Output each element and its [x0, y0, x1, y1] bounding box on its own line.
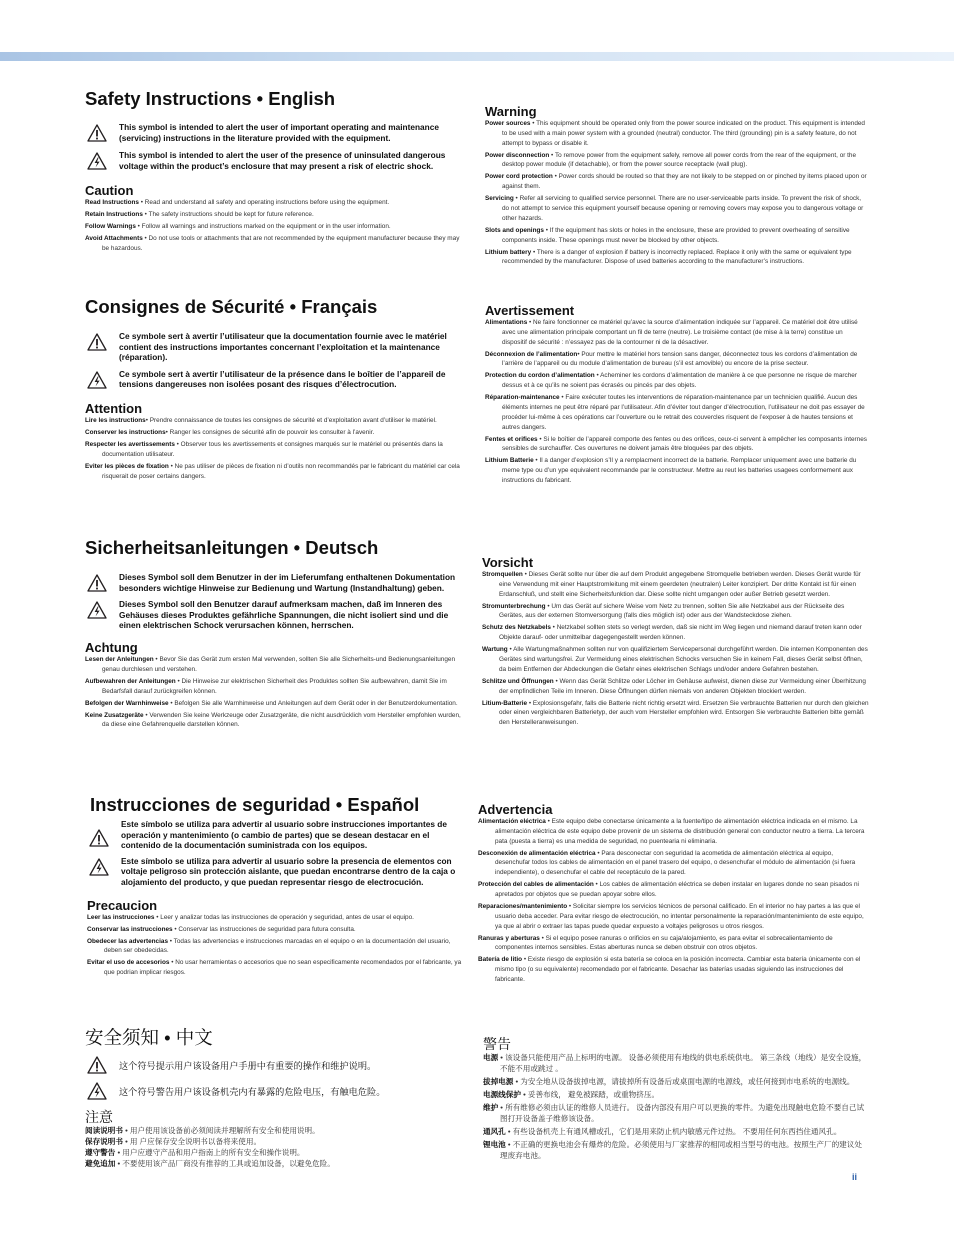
section-chinese	[85, 1027, 465, 1169]
list-item: Befolgen der Warnhinweise • Befolgen Sie alle Warnhinweise und Anleitungen auf dem Gerät oder in der Benutzerdokumentation.	[85, 699, 458, 707]
lightning-triangle-icon	[89, 858, 109, 876]
symbol-note-operating: 这个符号提示用户该设备用户手册中有重要的操作和维护说明。	[85, 1056, 465, 1076]
list-item: Eviter les pièces de fixation • Ne pas utiliser de pièces de fixation ni d’outils non recommandés par le fabricant du matériel car cela risquerait de poser certains dangers.	[85, 462, 460, 480]
warning-triangle-icon	[89, 829, 109, 847]
list-item: Reparaciones/mantenimiento • Solicitar siempre los servicios técnicos de personal calificado. En el interior no hay partes a las que el usuario deba acceder. Para evitar riesgo de electrocución, no intentar personalmente la reparación/mantenimiento de este equipo, ya que al abrir o extraer las tapas puede quedar expuesto a voltajes peligrosos u otros riesgos.	[478, 902, 864, 930]
section-avertissement	[485, 303, 869, 488]
list-item: 避免追加 • 不要使用该产品厂商没有推荐的工具或追加设备，以避免危险。	[85, 1159, 335, 1168]
advertencia-list	[478, 817, 869, 985]
list-item: Stromquellen • Dieses Gerät sollte nur über die auf dem Produkt angegebene Stromquelle betrieben werden. Dieses Gerät wurde für eine Verwendung mit einer Hauptstromleitung mit einem geerdeten (neutralen) Leiter konzipiert. Der dritte Kontakt ist für einen Erdanschluß, und stellt eine Sicherheitsfunktion dar. Diese sollte nicht umgangen oder außer Betrieb gesetzt werden.	[482, 571, 861, 598]
list-item: 电源 • 该设备只能使用产品上标明的电源。 设备必须使用有地线的供电系统供电。 第三条线（地线）是安全设施，不能不用或跳过 。	[483, 1053, 867, 1073]
list-item: Ranuras y aberturas • Si el equipo posee ranuras o orificios en su caja/alojamiento, es para evitar el sobrecalientamiento de componentes internos sensibles. Estas aberturas nunca se deben obstruir con otros objetos.	[478, 934, 833, 952]
symbol-note-voltage: This symbol is intended to alert the user of the presence of uninsulated dangerous voltage within the product’s enclosure that may present a risk of electric shock.	[85, 150, 465, 171]
list-item: Schlitze und Öffnungen • Wenn das Gerät Schlitze oder Löcher im Gehäuse aufweist, dienen diese zur Vermeidung einer Überhitzung der empfindlichen Teile im Inneren. Diese Öffnungen dürfen niemals von anderen Objekten blockiert werden.	[482, 677, 866, 695]
heading-warning: Warning	[485, 104, 537, 119]
lightning-triangle-icon	[87, 601, 107, 619]
list-item: Leer las instrucciones • Leer y analizar todas las instrucciones de operación y seguridad, antes de usar el equipo.	[87, 913, 414, 921]
zhuyi-list	[85, 1125, 465, 1169]
list-item: Déconnexion de l’alimentation• Pour mettre le matériel hors tension sans danger, déconnectez tous les cordons d’alimentation de l’arrière de l’appareil ou du module d’alimentation de bureau (s’il est amovible) ou encore de la prise secteur.	[485, 350, 858, 368]
lightning-triangle-icon	[87, 152, 107, 170]
list-item: Servicing • Refer all servicing to qualified service personnel. There are no user-serviceable parts inside. To prevent the risk of shock, do not attempt to service this equipment yourself because opening or removing covers may expose you to dangerous voltage or other hazards.	[485, 195, 864, 222]
jinggao-list	[483, 1052, 869, 1161]
list-item: Power sources • This equipment should be operated only from the power source indicated on the product. This equipment is intended to be used with a main power system with a grounded (neutral) conductor. The third (grounding) pin is a safety feature, do not attempt to bypass or disable it.	[485, 120, 865, 147]
symbol-note-voltage: Dieses Symbol soll den Benutzer darauf aufmerksam machen, daß im Inneren des Gehäuses dieses Produktes gefährliche Spannungen, die nicht isoliert sind und die einen elektrischen Schock verursachen können, herrschen.	[85, 599, 465, 631]
list-item: Obedecer las advertencias • Todas las advertencias e instrucciones marcadas en el equipo o en la documentación del usuario, deben ser obedecidas.	[87, 937, 451, 955]
warning-list	[485, 119, 869, 267]
section-title-french: Consignes de Sécurité • Français	[85, 296, 378, 317]
attention-list	[85, 416, 465, 481]
list-item: 阅读说明书 • 用户使用该设备前必须阅读并理解所有安全和使用说明。	[85, 1126, 320, 1135]
list-item: Protección del cables de alimentación • Los cables de alimentación eléctrica se deben instalar en lugares donde no sean pisados ni apretados por objetos que se puedan apoyar sobre ellos.	[478, 881, 859, 898]
list-item: Batería de litio • Existe riesgo de explosión si esta batería se coloca en la posición incorrecta. Cambiar esta batería únicamente con el mismo tipo (o su equivalente) recomendado por el fabricante. Desachar las baterías usadas siguiendo las instrucciones del fabricante.	[478, 956, 861, 983]
heading-vorsicht: Vorsicht	[482, 555, 534, 570]
list-item: 遵守警告 • 用户应遵守产品和用户指南上的所有安全和操作说明。	[85, 1148, 305, 1157]
list-item: Fentes et orifices • Si le boîtier de l’appareil comporte des fentes ou des orifices, ceux-ci servent à empêcher les composants internes sensibles de surchauffer. Ces ouvertures ne doivent jamais être bloquées par des objets.	[485, 435, 867, 453]
symbol-note-operating: Ce symbole sert à avertir l’utilisateur que la documentation fournie avec le matériel contient des instructions importantes concernant l’exploitation et la maintenance (réparation).	[85, 331, 465, 363]
section-warning	[485, 104, 869, 269]
heading-advertencia: Advertencia	[478, 802, 553, 817]
section-advertencia	[478, 802, 869, 987]
section-vorsicht	[482, 555, 869, 730]
vorsicht-list	[482, 570, 869, 728]
list-item: Desconexión de alimentación eléctrica • Para desconectar con seguridad la acometida de alimentación eléctrica al equipo, desenchufar todos los cables de alimentación en el panel trasero del equipo, o desenchufar el módulo de alimentación (si fuera independiente), o desenchufar el cable del receptáculo de la pared.	[478, 849, 856, 877]
list-item: Read Instructions • Read and understand all safety and operating instructions before using the equipment.	[85, 199, 390, 207]
list-item: Conservar las instrucciones • Conservar las instrucciones de seguridad para futura consulta.	[87, 925, 356, 933]
heading-attention: Attention	[85, 400, 143, 416]
heading-jinggao: 警告	[483, 1036, 511, 1052]
achtung-list	[85, 655, 465, 730]
list-item: Lesen der Anleitungen • Bevor Sie das Gerät zum ersten Mal verwenden, sollten Sie alle Sicherheits-und Bedienungsanleitungen genau durchlesen und verstehen.	[85, 655, 456, 673]
section-spanish	[87, 794, 465, 980]
symbol-note-operating: Este símbolo se utiliza para advertir al usuario sobre instrucciones importantes de operación y mantenimiento (o cambio de partes) que se desean destacar en el contenido de la documentación suministrada con los equipos.	[87, 819, 465, 851]
list-item: 维护 • 所有维修必须由认证的维修人员进行。 设备内部没有用户可以更换的零件。为避免出现触电危险不要自己试图打开设备盖子维修该设备。	[483, 1103, 865, 1123]
list-item: Conserver les instructions• Ranger les consignes de sécurité afin de pouvoir les consulter à l’avenir.	[85, 428, 375, 436]
warning-triangle-icon	[87, 333, 107, 351]
list-item: Power cord protection • Power cords should be routed so that they are not likely to be stepped on or pinched by items placed upon or against them.	[485, 173, 867, 191]
section-title-german: Sicherheitsanleitungen • Deutsch	[85, 537, 379, 558]
list-item: 通风孔 • 有些设备机壳上有通风槽或孔，它们是用来防止机内敏感元件过热。 不要用任何东西挡住通风孔。	[483, 1127, 842, 1136]
warning-triangle-icon	[87, 124, 107, 142]
list-item: Schutz des Netzkabels • Netzkabel sollten stets so verlegt werden, daß sie nicht im Weg liegen und niemand darauf treten kann oder Objekte darauf- oder unmittelbar dagegengestellt werden können.	[482, 624, 862, 642]
page-number: ii	[852, 1172, 858, 1182]
list-item: Wartung • Alle Wartungmaßnahmen sollten nur von qualifiziertem Servicepersonal durchgeführt werden. Die internen Komponenten des Gerätes sind wartungsfrei. Zur Vermeidung eines elektrischen Schocks versuchen Sie in keinem Fall, dieses Gerät selbst öffnen, da beim Entfernen der Abdeckungen die Gefahr eines elektrischen Schlags und/oder andere Gefahren bestehen.	[482, 646, 868, 673]
symbol-note-voltage: Ce symbole sert à avertir l’utilisateur de la présence dans le boîtier de l’appareil de tensions dangereuses non isolées posant des risques d’électrocution.	[85, 369, 465, 390]
list-item: Réparation-maintenance • Faire exécuter toutes les interventions de réparation-maintenance par un technicien qualifié. Aucun des éléments internes ne peut être réparé par l’utilisateur. Afin d’éviter tout danger d’électrocution, l’utilisateur ne doit pas essayer de procéder lui-même à ces opérations car l’ouverture ou le retrait des couvercles risquent de l’exposer à de hautes tensions et autres dangers.	[485, 394, 865, 431]
list-item: Power disconnection • To remove power from the equipment safely, remove all power cords from the rear of the equipment, or the desktop power module (if detachable), or from the power source receptacle (wall plug).	[485, 151, 857, 169]
heading-avertissement: Avertissement	[485, 303, 575, 318]
symbol-note-operating: Dieses Symbol soll dem Benutzer in der im Lieferumfang enthaltenen Dokumentation besonders wichtige Hinweise zur Bedienung und Wartung (Instandhaltung) geben.	[85, 572, 465, 593]
list-item: Retain Instructions • The safety instructions should be kept for future reference.	[85, 211, 314, 219]
section-title-chinese: 安全须知 • 中文	[85, 1027, 213, 1048]
list-item: 电源线保护 • 妥善布线， 避免被踩踏，或重物挤压。	[483, 1090, 660, 1099]
section-french	[85, 296, 465, 484]
list-item: Keine Zusatzgeräte • Verwenden Sie keine Werkzeuge oder Zusatzgeräte, die nicht ausdrücklich vom Hersteller empfohlen wurden, da diese eine Gefahrenquelle darstellen können.	[85, 711, 461, 729]
symbol-note-voltage: 这个符号警告用户该设备机壳内有暴露的危险电压，有触电危险。	[85, 1082, 465, 1102]
warning-triangle-icon	[87, 574, 107, 592]
list-item: Aufbewahren der Anleitungen • Die Hinweise zur elektrischen Sicherheit des Produktes sollten Sie aufbewahren, damit Sie im Bedarfsfall darauf zurückgreifen können.	[85, 677, 447, 695]
symbol-note-voltage: Este símbolo se utiliza para advertir al usuario sobre la presencia de elementos con voltaje peligroso sin protección aislante, que puedan encontrarse dentro de la caja o alojamiento del producto, y que puedan representar riesgo de electrocución.	[87, 856, 465, 888]
precaucion-list	[87, 913, 465, 978]
heading-zhuyi: 注意	[85, 1109, 113, 1125]
list-item: Lithium battery • There is a danger of explosion if battery is incorrectly replaced. Replace it only with the same or equivalent type recommended by the manufacturer. Dispose of used batteries according to the manufacturer’s instructions.	[485, 248, 852, 266]
list-item: Alimentations • Ne faire fonctionner ce matériel qu’avec la source d’alimentation indiquée sur l’appareil. Ce matériel doit être utilisé avec une alimentation principale comportant un fil de terre (neutre). Le troisième contact (de mise à la terre) constitue un dispositif de sécurité : n’essayez pas de la contourner ni de la désactiver.	[485, 319, 858, 346]
heading-achtung: Achtung	[85, 639, 138, 655]
list-item: Protection du cordon d’alimentation • Acheminer les cordons d’alimentation de manière à ce que personne ne risque de marcher dessus et à ce qu’ils ne soient pas écrasés ou pincés par des objets.	[485, 372, 857, 390]
list-item: Stromunterbrechung • Um das Gerät auf sichere Weise vom Netz zu trennen, sollten Sie alle Netzkabel aus der Rückseite des Gerätes, aus der externen Stomversorgung (falls dies möglich ist) oder aus der Wandsteckdose ziehen.	[482, 602, 845, 620]
list-item: 锂电池 • 不正确的更换电池会有爆炸的危险。必须使用与厂家推荐的相同或相当型号的电池。按照生产厂的建议处理废弃电池。	[483, 1140, 862, 1160]
lightning-triangle-icon	[87, 371, 107, 389]
list-item: Alimentación eléctrica • Este equipo debe conectarse únicamente a la fuente/tipo de alimentación eléctrica indicada en el mismo. La alimentación eléctrica de este equipo debe provenir de un sistema de distribución general con conductor neutro a tierra. La tercera pata (puesta a tierra) es una medida de seguridad, no puentearia ni eliminaria.	[478, 818, 865, 845]
symbol-note-operating: This symbol is intended to alert the user of important operating and maintenance (servicing) instructions in the literature provided with the equipment.	[85, 122, 465, 143]
caution-list	[85, 198, 465, 254]
avertissement-list	[485, 318, 869, 486]
list-item: Lithium Batterie • Il a danger d’explosion s’Il y a remplacment incorrect de la batterie. Remplacer uniquement avec une batterie du meme type ou d’un ype equivalent recommande par le constructeur. Mettre au reut les batteries usagees conformement aux instructions du fabricant.	[485, 457, 857, 484]
heading-caution: Caution	[85, 183, 134, 199]
section-jinggao	[483, 1037, 869, 1163]
section-title-spanish: Instrucciones de seguridad • Español	[90, 794, 420, 815]
warning-triangle-icon	[87, 1056, 107, 1074]
list-item: Slots and openings • If the equipment has slots or holes in the enclosure, these are provided to prevent overheating of sensitive components inside. These openings must never be blocked by other objects.	[485, 226, 850, 244]
list-item: Respecter les avertissements • Observer tous les avertissements et consignes marqués sur le matériel ou présentés dans la documentation utilisateur.	[85, 440, 443, 458]
list-item: Litium-Batterie • Explosionsgefahr, falls die Batterie nicht richtig ersetzt wird. Ersetzen Sie verbrauchte Batterien nur durch den gleichen oder einen vergleichbaren Batterietyp, der auch vom Hersteller empfohlen wird. Entsorgen Sie verbrauchte Batterien bitte gemäß den Herstelleranweisungen.	[482, 699, 869, 727]
list-item: Follow Warnings • Follow all warnings and instructions marked on the equipment or in the user information.	[85, 223, 391, 231]
header-gradient-bar	[0, 52, 954, 61]
list-item: 保存说明书 • 用 户应保存安全说明书以备将来使用。	[85, 1137, 262, 1146]
list-item: 拔掉电源 • 为安全地从设备拔掉电源，请拔掉所有设备后或桌面电源的电源线，或任何接到市电系统的电源线。	[483, 1077, 855, 1086]
section-english	[85, 88, 465, 256]
list-item: Evitar el uso de accesorios • No usar herramientas o accesorios que no sean especificamente recomendados por el fabricante, ya que podrian implicar riesgos.	[87, 959, 462, 977]
list-item: Avoid Attachments • Do not use tools or attachments that are not recommended by the equipment manufacturer because they may be hazardous.	[85, 235, 460, 253]
list-item: Lire les instructions• Prendre connaissance de toutes les consignes de sécurité et d’exploitation avant d’utiliser le matériel.	[85, 416, 437, 424]
section-title-english: Safety Instructions • English	[85, 88, 336, 109]
lightning-triangle-icon	[87, 1082, 107, 1100]
heading-precaucion: Precaucion	[87, 897, 158, 913]
section-german	[85, 537, 465, 732]
